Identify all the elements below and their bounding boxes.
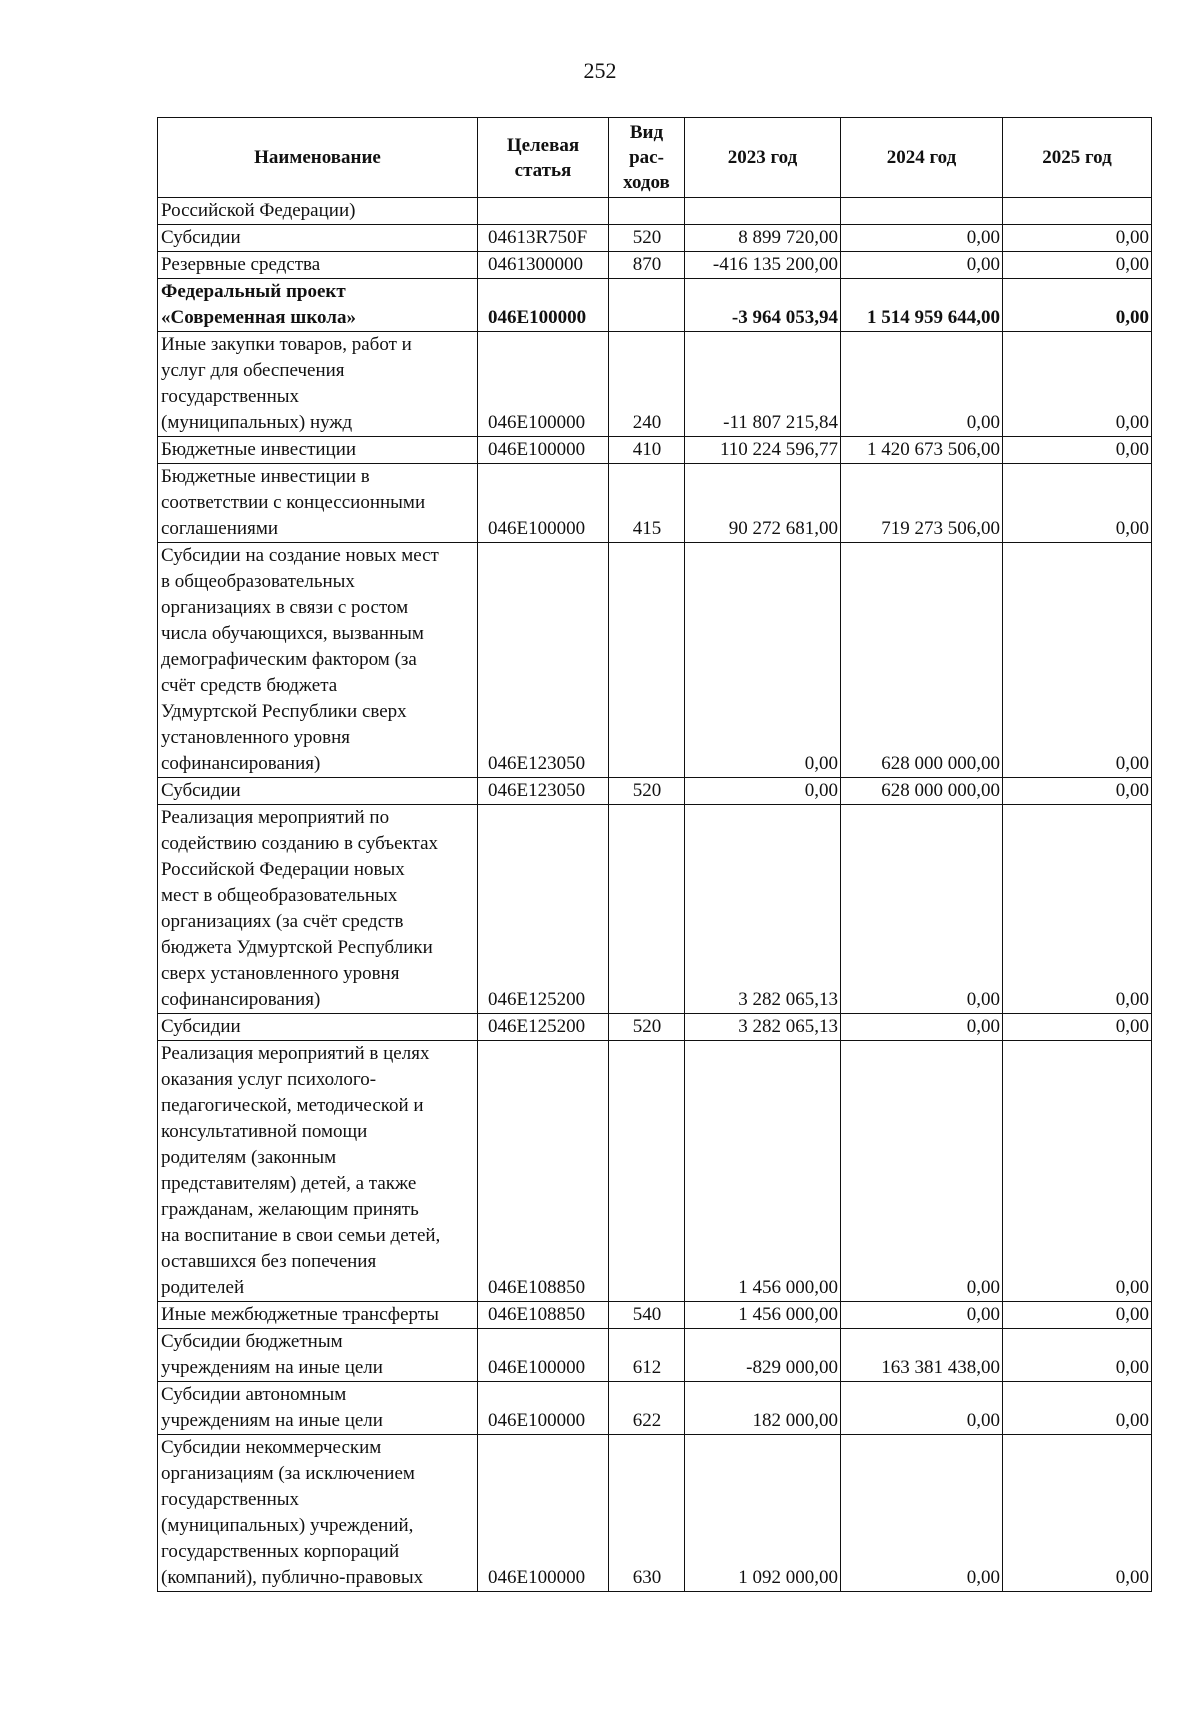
cell-2025: 0,00 (1003, 1435, 1152, 1592)
table-row (158, 1014, 1152, 1041)
cell-kind: 410 (609, 437, 685, 464)
cell-2024: 163 381 438,00 (841, 1329, 1003, 1382)
header-2024: 2024 год (841, 118, 1003, 198)
cell-2023: 182 000,00 (685, 1382, 841, 1435)
cell-2023: 3 282 065,13 (685, 805, 841, 1014)
table-row (158, 198, 1152, 225)
cell-2023 (685, 198, 841, 225)
cell-name: Субсидии на создание новых мест в общеобразовательных организациях в связи с ростом числа обучающихся, вызванным демографическим фактором (за счёт средств бюджета Удмуртской Республики сверх установленного уровня софинансирования) (158, 543, 478, 778)
cell-name: Субсидии (158, 1014, 478, 1041)
cell-2024: 0,00 (841, 332, 1003, 437)
cell-2023: 8 899 720,00 (685, 225, 841, 252)
cell-code: 046E108850 (478, 1302, 609, 1329)
budget-table (157, 117, 1152, 1592)
cell-code: 046E125200 (478, 1014, 609, 1041)
cell-2025: 0,00 (1003, 543, 1152, 778)
cell-kind: 240 (609, 332, 685, 437)
cell-2025: 0,00 (1003, 437, 1152, 464)
cell-name: Субсидии некоммерческим организациям (за исключением государственных (муниципальных) учреждений, государственных корпораций (компаний), публично-правовых (158, 1435, 478, 1592)
cell-name: Субсидии (158, 225, 478, 252)
cell-2023: 110 224 596,77 (685, 437, 841, 464)
cell-2025: 0,00 (1003, 332, 1152, 437)
cell-kind: 540 (609, 1302, 685, 1329)
header-2023: 2023 год (685, 118, 841, 198)
cell-code: 046E123050 (478, 778, 609, 805)
cell-2024: 0,00 (841, 252, 1003, 279)
cell-2025: 0,00 (1003, 279, 1152, 332)
cell-kind: 622 (609, 1382, 685, 1435)
cell-kind (609, 279, 685, 332)
cell-kind (609, 1041, 685, 1302)
cell-code (478, 198, 609, 225)
cell-name: Реализация мероприятий по содействию созданию в субъектах Российской Федерации новых мест в общеобразовательных организациях (за счёт средств бюджета Удмуртской Республики сверх установленного уровня софинансирования) (158, 805, 478, 1014)
cell-kind: 520 (609, 225, 685, 252)
table-row (158, 1435, 1152, 1592)
cell-2023: 90 272 681,00 (685, 464, 841, 543)
cell-2024: 0,00 (841, 1302, 1003, 1329)
cell-kind: 520 (609, 1014, 685, 1041)
cell-name: Субсидии бюджетным учреждениям на иные цели (158, 1329, 478, 1382)
cell-kind: 520 (609, 778, 685, 805)
cell-2024: 0,00 (841, 1014, 1003, 1041)
cell-name: Реализация мероприятий в целях оказания услуг психолого- педагогической, методической и консультативной помощи родителям (законным представителям) детей, а также гражданам, желающим принять на воспитание в свои семьи детей, оставшихся без попечения родителей (158, 1041, 478, 1302)
cell-code: 046E125200 (478, 805, 609, 1014)
cell-code: 046E100000 (478, 464, 609, 543)
cell-2025: 0,00 (1003, 252, 1152, 279)
cell-name: Иные закупки товаров, работ и услуг для обеспечения государственных (муниципальных) нужд (158, 332, 478, 437)
table-row (158, 252, 1152, 279)
cell-2024: 628 000 000,00 (841, 778, 1003, 805)
cell-2025: 0,00 (1003, 464, 1152, 543)
cell-name: Субсидии автономным учреждениям на иные цели (158, 1382, 478, 1435)
cell-2025 (1003, 198, 1152, 225)
cell-2023: -416 135 200,00 (685, 252, 841, 279)
cell-code: 046E100000 (478, 1382, 609, 1435)
cell-2025: 0,00 (1003, 778, 1152, 805)
cell-2025: 0,00 (1003, 225, 1152, 252)
cell-code: 04613R750F (478, 225, 609, 252)
cell-2024: 0,00 (841, 1041, 1003, 1302)
table-header (158, 118, 1152, 198)
cell-kind: 630 (609, 1435, 685, 1592)
cell-2024: 0,00 (841, 225, 1003, 252)
cell-kind: 612 (609, 1329, 685, 1382)
cell-code: 046E108850 (478, 1041, 609, 1302)
cell-2025: 0,00 (1003, 1014, 1152, 1041)
table-row (158, 464, 1152, 543)
cell-name: Иные межбюджетные трансферты (158, 1302, 478, 1329)
header-code: Целевая статья (478, 118, 609, 198)
table-row (158, 1302, 1152, 1329)
cell-2024: 1 420 673 506,00 (841, 437, 1003, 464)
cell-code: 046E100000 (478, 332, 609, 437)
cell-2025: 0,00 (1003, 1329, 1152, 1382)
header-name: Наименование (158, 118, 478, 198)
cell-2023: -829 000,00 (685, 1329, 841, 1382)
cell-2025: 0,00 (1003, 1382, 1152, 1435)
cell-kind (609, 805, 685, 1014)
table-row (158, 543, 1152, 778)
cell-2023: 1 092 000,00 (685, 1435, 841, 1592)
cell-code: 046E123050 (478, 543, 609, 778)
table-row (158, 1329, 1152, 1382)
cell-2024 (841, 198, 1003, 225)
table-row (158, 279, 1152, 332)
cell-2024: 1 514 959 644,00 (841, 279, 1003, 332)
cell-2023: -3 964 053,94 (685, 279, 841, 332)
cell-kind: 870 (609, 252, 685, 279)
cell-2023: 1 456 000,00 (685, 1041, 841, 1302)
cell-2025: 0,00 (1003, 1041, 1152, 1302)
cell-2023: 3 282 065,13 (685, 1014, 841, 1041)
cell-name: Субсидии (158, 778, 478, 805)
cell-code: 046E100000 (478, 279, 609, 332)
table-row (158, 1382, 1152, 1435)
table-row (158, 1041, 1152, 1302)
cell-code: 0461300000 (478, 252, 609, 279)
cell-2023: -11 807 215,84 (685, 332, 841, 437)
header-kind: Вид рас-ходов (609, 118, 685, 198)
table-row (158, 805, 1152, 1014)
table-row (158, 225, 1152, 252)
cell-2023: 0,00 (685, 778, 841, 805)
table-row (158, 332, 1152, 437)
cell-2025: 0,00 (1003, 1302, 1152, 1329)
header-2025: 2025 год (1003, 118, 1152, 198)
cell-2025: 0,00 (1003, 805, 1152, 1014)
cell-2023: 1 456 000,00 (685, 1302, 841, 1329)
cell-2024: 719 273 506,00 (841, 464, 1003, 543)
cell-2024: 0,00 (841, 805, 1003, 1014)
cell-2023: 0,00 (685, 543, 841, 778)
cell-kind (609, 198, 685, 225)
cell-kind: 415 (609, 464, 685, 543)
cell-name: Бюджетные инвестиции в соответствии с концессионными соглашениями (158, 464, 478, 543)
page-number: 252 (583, 58, 617, 83)
cell-2024: 0,00 (841, 1435, 1003, 1592)
table-row (158, 778, 1152, 805)
cell-name: Российской Федерации) (158, 198, 478, 225)
cell-name: Бюджетные инвестиции (158, 437, 478, 464)
cell-code: 046E100000 (478, 1329, 609, 1382)
cell-code: 046E100000 (478, 437, 609, 464)
cell-kind (609, 543, 685, 778)
cell-2024: 628 000 000,00 (841, 543, 1003, 778)
cell-2024: 0,00 (841, 1382, 1003, 1435)
table-body (158, 198, 1152, 1592)
cell-name: Резервные средства (158, 252, 478, 279)
cell-code: 046E100000 (478, 1435, 609, 1592)
table-row (158, 437, 1152, 464)
cell-name: Федеральный проект «Современная школа» (158, 279, 478, 332)
